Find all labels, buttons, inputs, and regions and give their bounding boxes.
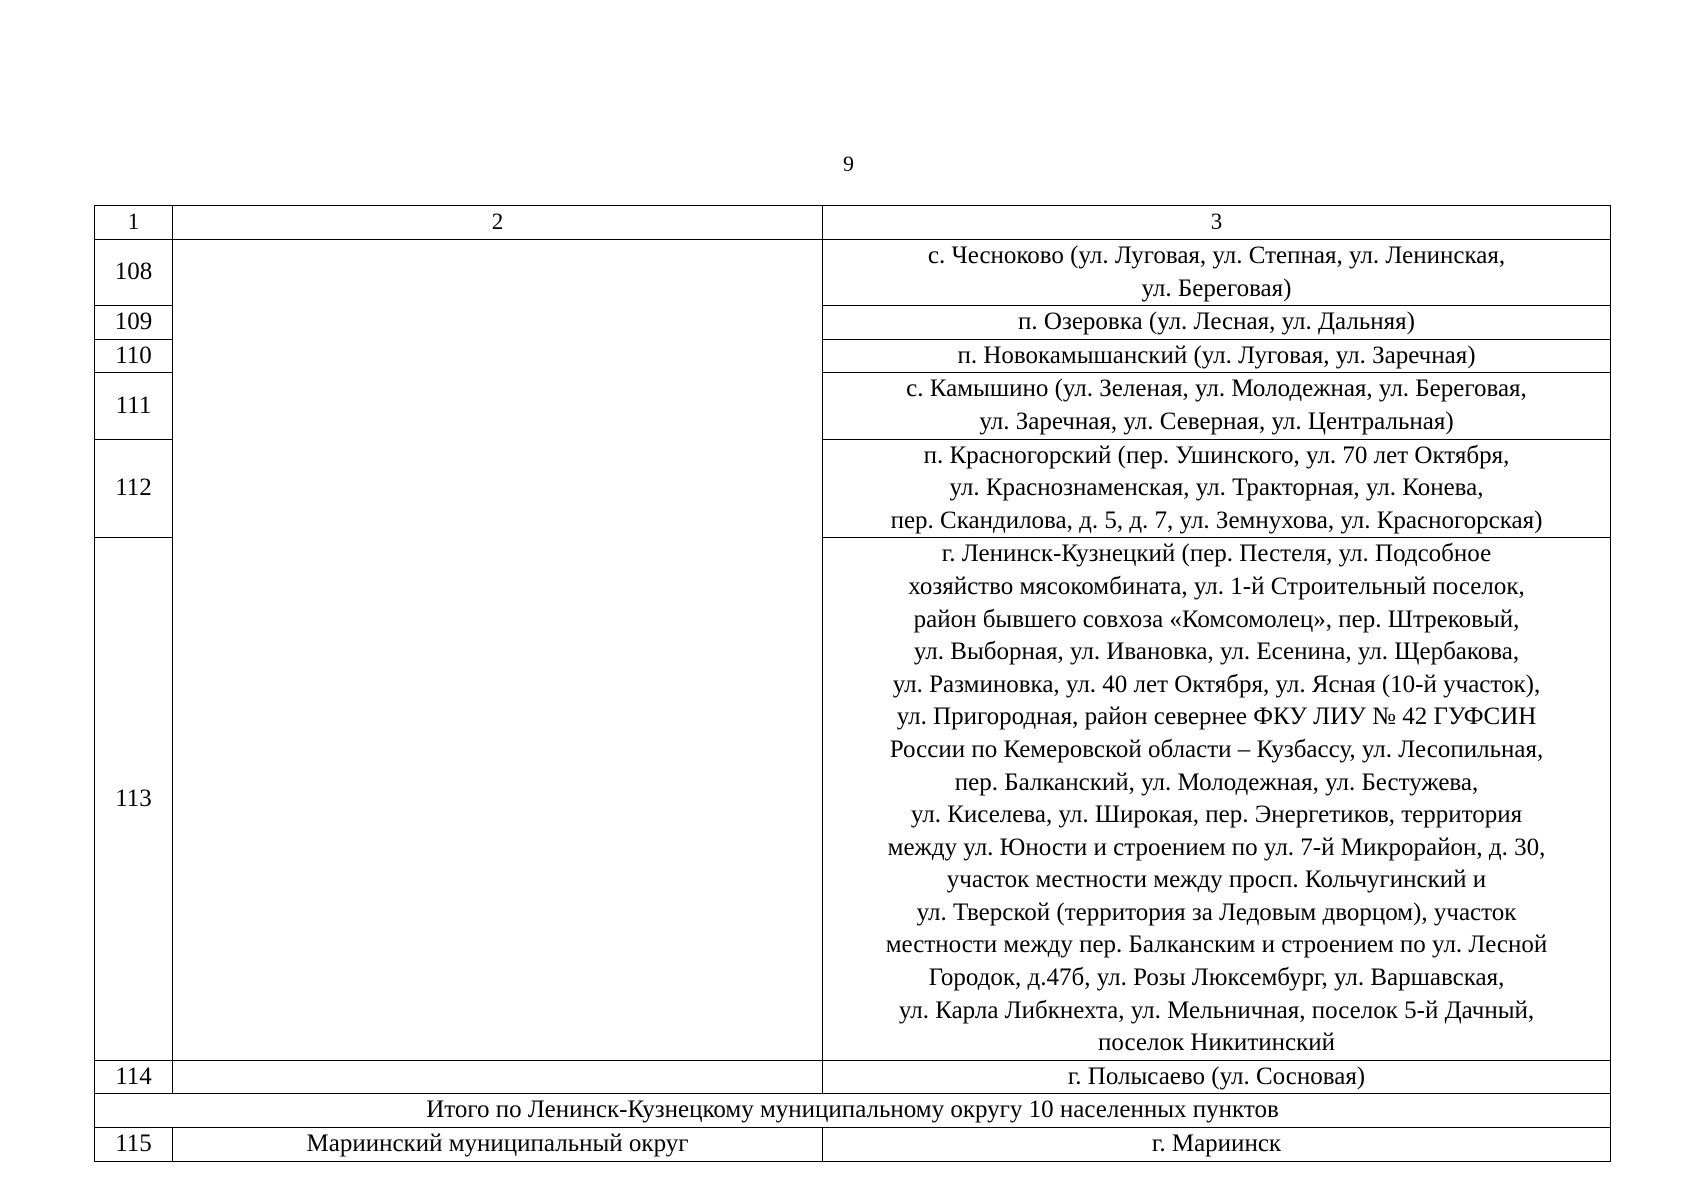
settlement-cell: г. Мариинск [823, 1128, 1611, 1162]
district-cell-empty [173, 1060, 823, 1094]
row-number: 112 [95, 439, 173, 538]
table-header-row [95, 206, 1611, 240]
settlement-cell [823, 373, 1611, 439]
settlement-line: г. Полысаево (ул. Сосновая) [1067, 1062, 1366, 1090]
total-row-text: Итого по Ленинск-Кузнецкому муниципальному округу 10 населенных пунктов [95, 1094, 1611, 1128]
total-row [95, 1094, 1611, 1128]
table-row [95, 1060, 1611, 1094]
settlement-line: участок местности между просп. Кольчугинский и [946, 866, 1487, 894]
settlement-line: п. Новокамышанский (ул. Луговая, ул. Заречная) [957, 341, 1476, 369]
settlement-line: ул. Пригородная, район севернее ФКУ ЛИУ № 42 ГУФСИН [896, 703, 1537, 731]
settlement-line: ул. Заречная, ул. Северная, ул. Центральная) [979, 407, 1454, 435]
settlement-line: район бывшего совхоза «Комсомолец», пер. Штрековый, [913, 605, 1520, 633]
row-number: 113 [95, 538, 173, 1061]
row-number: 110 [95, 339, 173, 373]
settlement-cell [823, 439, 1611, 538]
header-col-2: 2 [173, 206, 823, 240]
settlement-line: ул. Карла Либкнехта, ул. Мельничная, поселок 5-й Дачный, [898, 996, 1535, 1024]
row-number: 108 [95, 240, 173, 306]
row-number: 111 [95, 373, 173, 439]
row-number: 114 [95, 1060, 173, 1094]
settlement-line: ул. Киселева, ул. Широкая, пер. Энергетиков, территория [910, 801, 1523, 829]
settlement-line: ул. Тверской (территория за Ледовым дворцом), участок [916, 898, 1517, 926]
district-cell: Мариинский муниципальный округ [173, 1128, 823, 1162]
settlement-cell [823, 538, 1611, 1061]
settlement-line: местности между пер. Балканским и строением по ул. Лесной [885, 931, 1548, 959]
table-row [95, 240, 1611, 306]
settlement-cell [823, 306, 1611, 340]
settlements-table [94, 205, 1611, 1162]
district-cell-empty [173, 240, 823, 1061]
settlement-line: с. Чесноково (ул. Луговая, ул. Степная, ул. Ленинская, [927, 242, 1506, 269]
settlement-line: хозяйство мясокомбината, ул. 1-й Строительный поселок, [908, 572, 1525, 600]
settlement-line: п. Озеровка (ул. Лесная, ул. Дальняя) [1018, 308, 1415, 336]
row-number: 109 [95, 306, 173, 340]
page-number: 9 [843, 151, 854, 176]
settlement-line: ул. Краснознаменская, ул. Тракторная, ул. Конева, [949, 474, 1484, 502]
settlement-line: пер. Балканский, ул. Молодежная, ул. Бестужева, [954, 768, 1479, 796]
settlement-line: между ул. Юности и строением по ул. 7-й Микрорайон, д. 30, [887, 833, 1546, 861]
settlement-line: ул. Выборная, ул. Ивановка, ул. Есенина, ул. Щербакова, [913, 638, 1520, 666]
settlement-line: с. Камышино (ул. Зеленая, ул. Молодежная, ул. Береговая, [906, 375, 1527, 403]
settlement-line: ул. Разминовка, ул. 40 лет Октября, ул. Ясная (10-й участок), [892, 670, 1541, 698]
settlement-line: России по Кемеровской области – Кузбассу, ул. Лесопильная, [889, 735, 1544, 763]
settlement-line: п. Красногорский (пер. Ушинского, ул. 70 лет Октября, [923, 441, 1510, 469]
settlement-cell [823, 339, 1611, 373]
header-col-1: 1 [95, 206, 173, 240]
table-row [95, 1128, 1611, 1162]
settlement-line: поселок Никитинский [1097, 1029, 1335, 1057]
settlement-line: ул. Береговая) [1141, 274, 1292, 302]
header-col-3: 3 [823, 206, 1611, 240]
settlement-cell [823, 240, 1611, 306]
settlement-cell [823, 1060, 1611, 1094]
settlement-line: г. Ленинск-Кузнецкий (пер. Пестеля, ул. Подсобное [941, 540, 1492, 568]
settlement-line: Городок, д.47б, ул. Розы Люксембург, ул. Варшавская, [928, 964, 1505, 992]
settlement-line: пер. Скандилова, д. 5, д. 7, ул. Земнухова, ул. Красногорская) [890, 506, 1543, 534]
row-number: 115 [95, 1128, 173, 1162]
